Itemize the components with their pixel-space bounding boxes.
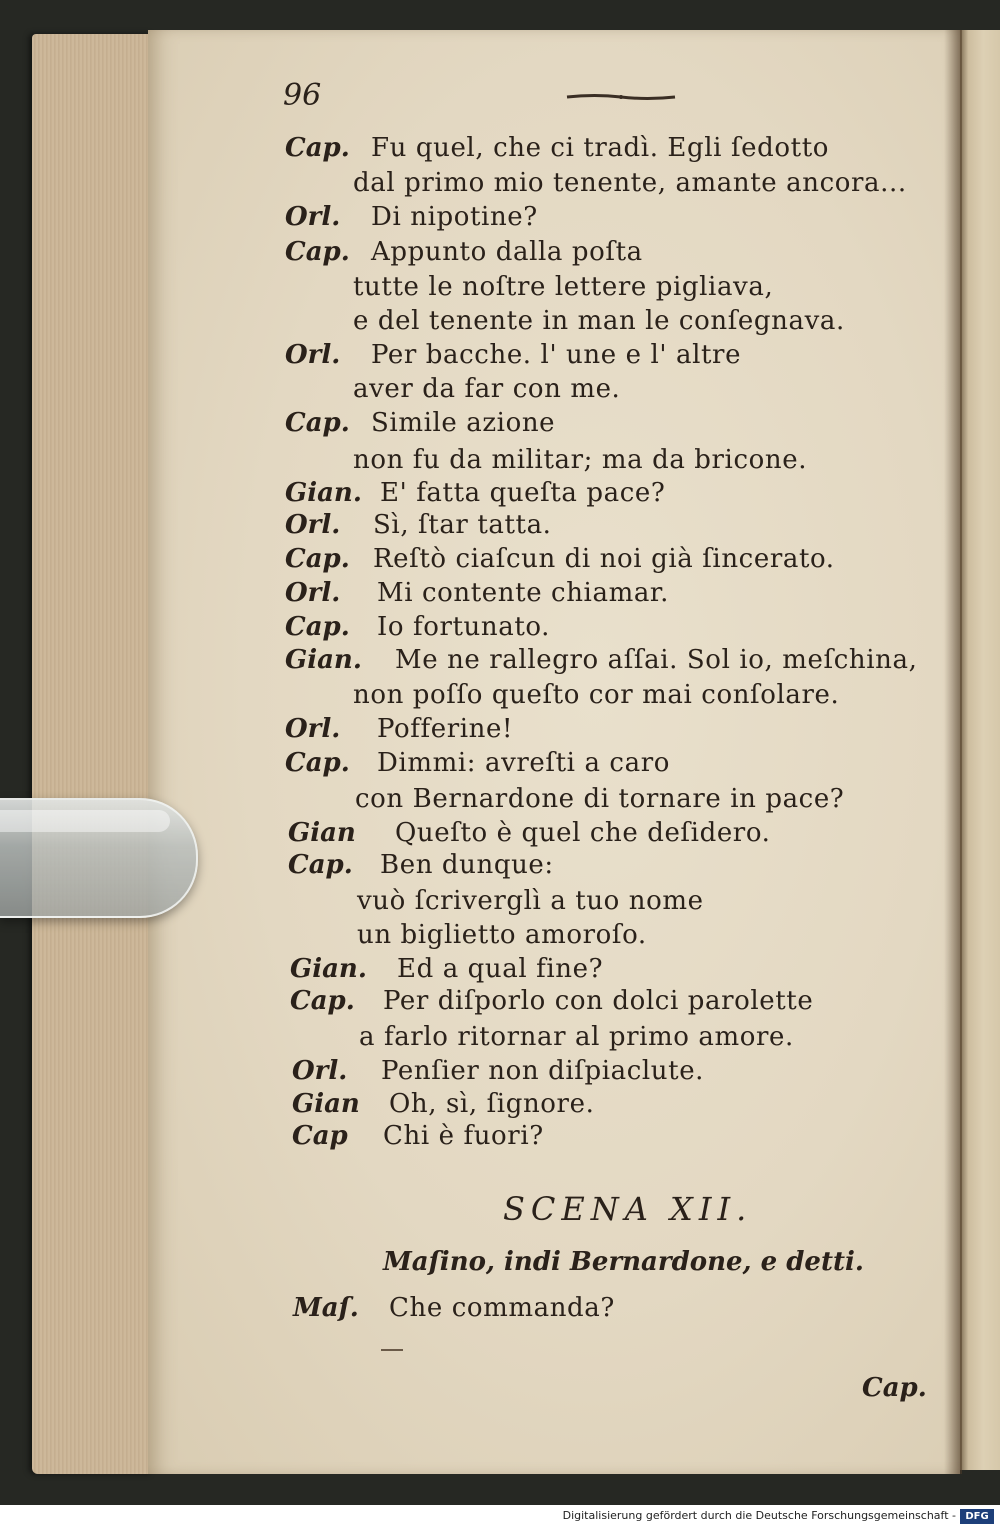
speaker-label: Cap. <box>285 237 350 267</box>
speaker-label: Gian. <box>290 954 367 984</box>
verse-line: Fu quel, che ci tradì. Egli ſedotto <box>371 133 830 163</box>
verse-line: Penſier non diſpiaclute. <box>381 1056 705 1086</box>
gutter-shadow <box>944 30 962 1474</box>
verse-line: tutte le noſtre lettere pigliava, <box>353 272 774 302</box>
verse-line: non fu da militar; ma da bricone. <box>353 445 808 475</box>
verse-line: Oh, sì, ſignore. <box>389 1089 595 1119</box>
verse-line: vuò ſcriverglì a tuo nome <box>357 886 704 916</box>
dfg-logo-icon[interactable]: DFG <box>960 1509 994 1524</box>
speaker-label: Gian. <box>285 478 362 508</box>
verse-line: Ed a qual fine? <box>397 954 604 984</box>
speaker-label: Orl. <box>285 340 341 370</box>
mark-dash <box>381 1349 403 1351</box>
speaker-label: Cap <box>292 1121 348 1151</box>
page-stack-edges <box>32 34 152 1474</box>
speaker-label: Cap. <box>285 748 350 778</box>
verse-line: Io fortunato. <box>377 612 551 642</box>
speaker-label: Gian. <box>285 645 362 675</box>
page-number: 96 <box>283 78 322 113</box>
speaker-label: Gian <box>292 1089 360 1119</box>
speaker-label: Cap. <box>290 986 355 1016</box>
verse-line: Appunto dalla poſta <box>371 237 643 267</box>
glass-holder-highlight <box>0 810 170 832</box>
verse-line: Chi è fuori? <box>383 1121 544 1151</box>
verse-line: Che commanda? <box>389 1293 615 1323</box>
stage-direction: Maſino, indi Bernardone, e detti. <box>383 1247 864 1277</box>
speaker-label: Cap. <box>288 850 353 880</box>
verse-line: non poſſo queſto cor mai conſolare. <box>353 680 840 710</box>
speaker-label: Maſ. <box>293 1293 359 1323</box>
verse-line: Di nipotine? <box>371 202 538 232</box>
footer-bar <box>0 1505 1000 1528</box>
speaker-label: Cap. <box>285 408 350 438</box>
speaker-label: Cap. <box>285 133 350 163</box>
verse-line: Me ne rallegro aſſai. Sol io, meſchina, <box>395 645 918 675</box>
speaker-label: Orl. <box>285 510 341 540</box>
speaker-label: Gian <box>288 818 356 848</box>
verse-line: con Bernardone di tornare in pace? <box>355 784 845 814</box>
verse-line: Ben dunque: <box>380 850 554 880</box>
verse-line: Per bacche. l' une e l' altre <box>371 340 742 370</box>
speaker-label: Orl. <box>285 714 341 744</box>
verse-line: E' fatta queſta pace? <box>380 478 666 508</box>
verse-line: Per diſporlo con dolci parolette <box>383 986 814 1016</box>
verse-line: aver da far con me. <box>353 374 621 404</box>
scene-heading: SCENA XII. <box>503 1190 753 1228</box>
ornament-rule <box>565 93 677 101</box>
facing-page-edge <box>958 30 1000 1470</box>
speaker-label: Orl. <box>285 202 341 232</box>
verse-line: a farlo ritornar al primo amore. <box>359 1022 794 1052</box>
funding-credit: Digitalisierung gefördert durch die Deutsche Forschungsgemeinschaft - <box>562 1509 956 1522</box>
verse-line: dal primo mio tenente, amante ancora... <box>353 168 907 198</box>
verse-line: e del tenente in man le conſegnava. <box>353 306 845 336</box>
speaker-label: Orl. <box>285 578 341 608</box>
verse-line: Sì, ſtar tatta. <box>373 510 552 540</box>
verse-line: Mi contente chiamar. <box>377 578 669 608</box>
speaker-label: Orl. <box>292 1056 348 1086</box>
verse-line: Queſto è quel che deſidero. <box>395 818 771 848</box>
speaker-label: Cap. <box>285 612 350 642</box>
verse-line: Simile azione <box>371 408 556 438</box>
catchword: Cap. <box>862 1373 927 1403</box>
verse-line: Pofferine! <box>377 714 514 744</box>
verse-line: Reſtò ciaſcun di noi già ſincerato. <box>373 544 835 574</box>
verse-line: Dimmi: avreſti a caro <box>377 748 670 778</box>
verse-line: un biglietto amoroſo. <box>357 920 647 950</box>
speaker-label: Cap. <box>285 544 350 574</box>
